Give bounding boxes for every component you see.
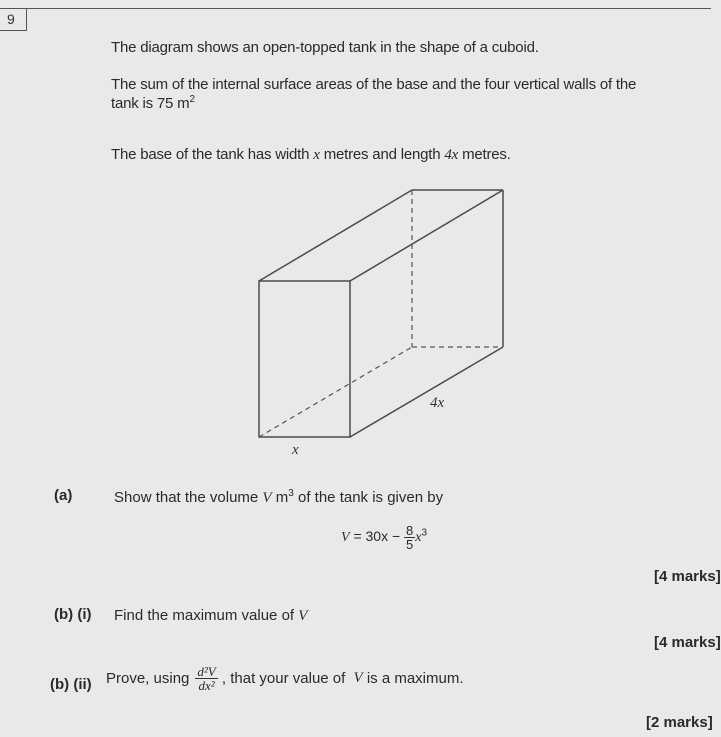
intro-line-2a: The sum of the internal surface areas of the base and the four vertical walls of the: [111, 76, 637, 93]
formula-tail-superscript: 3: [421, 527, 428, 539]
volume-unit-superscript: 3: [288, 488, 294, 499]
fraction-denominator: 5: [406, 537, 414, 552]
volume-unit: m: [275, 489, 289, 506]
part-a-text-start: Show that the volume: [114, 489, 263, 506]
formula-lhs: V: [341, 530, 350, 546]
second-derivative-fraction: [195, 665, 217, 692]
intro-line-1: The diagram shows an open-topped tank in the shape of a cuboid.: [111, 39, 539, 56]
var-v: V: [298, 608, 308, 624]
formula-eq: = 30x −: [349, 528, 405, 545]
fraction-numerator: 8: [406, 523, 414, 538]
var-v: V: [353, 670, 363, 686]
top-right-edge: [350, 190, 503, 281]
part-b-ii-text: [106, 665, 464, 692]
part-a-marks: [4 marks]: [654, 568, 721, 585]
length-label: 4x: [430, 395, 445, 411]
formula-tail: x: [415, 530, 422, 546]
part-b-ii-text-start: Prove, using: [106, 670, 190, 687]
part-a-label: (a): [54, 487, 73, 504]
base-text-end: metres.: [458, 146, 511, 163]
part-a-text-end: of the tank is given by: [293, 489, 444, 506]
var-4x: 4x: [444, 147, 459, 163]
part-b-ii-marks: [2 marks]: [646, 714, 713, 731]
part-a-text: [114, 489, 443, 507]
part-b-ii-text-end: is a maximum.: [362, 670, 464, 687]
hidden-left-bottom-edge: [259, 347, 412, 437]
part-b-ii-label: (b) (ii): [50, 676, 92, 693]
part-b-i-text-start: Find the maximum value of: [114, 607, 299, 624]
question-number: 9: [7, 11, 15, 27]
part-b-i-text: [114, 607, 307, 625]
part-b-i-label: (b) (i): [54, 606, 92, 623]
second-derivative-denominator: dx²: [198, 678, 215, 693]
second-derivative-numerator: d²V: [197, 664, 216, 679]
var-x: x: [313, 147, 320, 163]
area-superscript: 2: [189, 94, 195, 105]
part-b-i-marks: [4 marks]: [654, 634, 721, 651]
area-text: tank is 75 m: [111, 95, 190, 112]
base-text-start: The base of the tank has width: [111, 146, 314, 163]
top-left-edge: [259, 190, 412, 281]
base-text-mid: metres and length: [319, 146, 445, 163]
front-face: [259, 281, 350, 437]
bottom-right-edge: [350, 347, 503, 437]
part-b-ii-text-mid: , that your value of: [217, 670, 350, 687]
var-v: V: [262, 490, 272, 506]
volume-formula: [341, 524, 427, 551]
width-label: x: [292, 442, 299, 458]
formula-fraction: [404, 524, 415, 551]
